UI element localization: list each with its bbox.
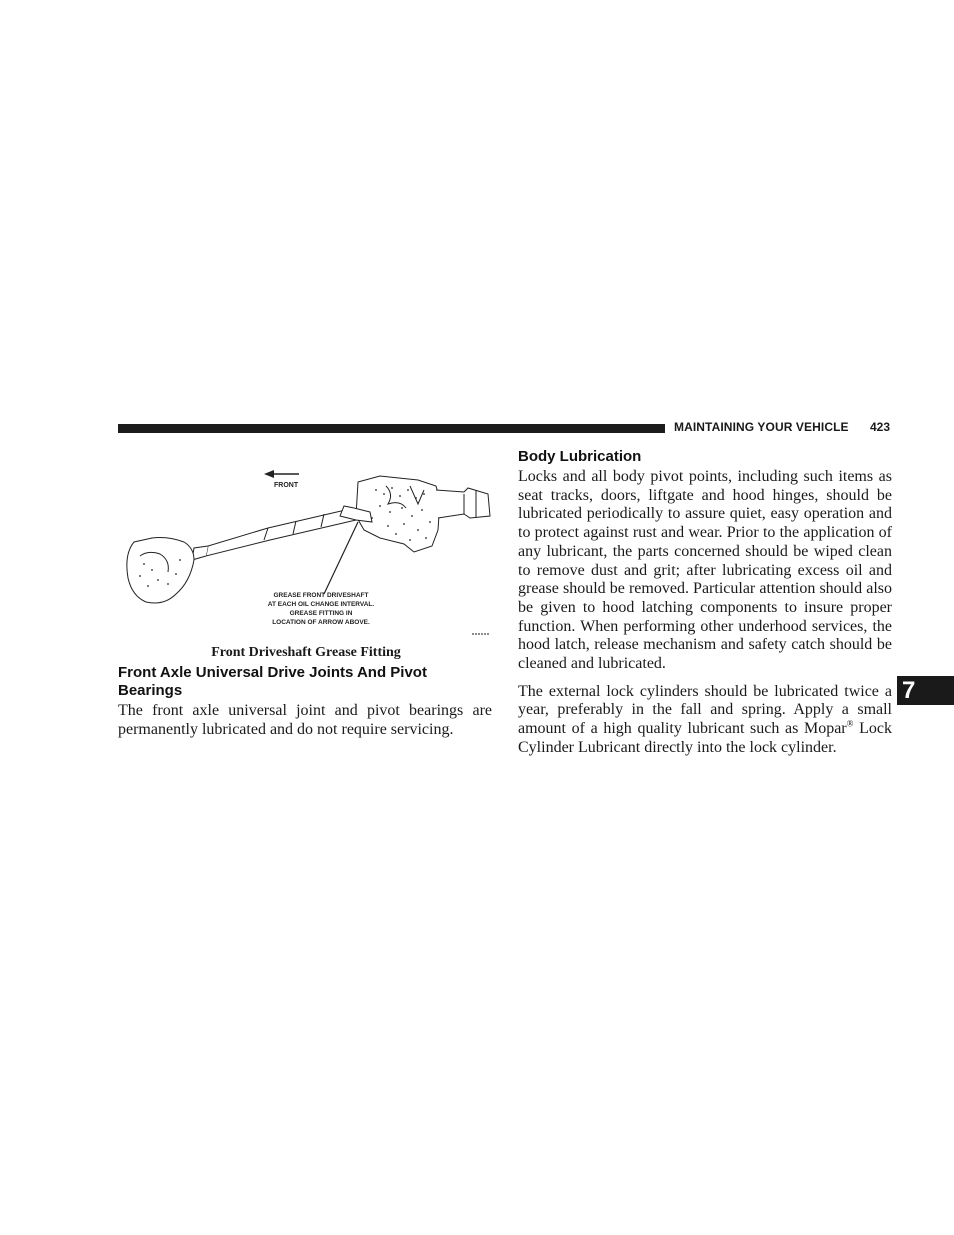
- transfer-case-drawing: [356, 476, 490, 552]
- paragraph-2-text-a: The external lock cylinders should be lubricated twice a year, preferably in the fall and spring. Apply a small amount of a high quality lubricant such as Mopar: [518, 682, 892, 738]
- front-axle-section: [118, 664, 492, 739]
- callout-text: [268, 592, 375, 626]
- driveshaft-drawing: [192, 506, 372, 560]
- page-number: 423: [870, 420, 891, 434]
- front-label: FRONT: [274, 482, 299, 489]
- registered-mark: ®: [846, 718, 854, 729]
- body-lubrication-paragraph-1: Locks and all body pivot points, including such items as seat tracks, doors, liftgate and hood hinges, should be lubricated periodically to assure quiet, easy operation and to protect against rust and wear. Prior to the application of any lubricant, the parts concerned should be wiped clean to remove dust and grit; after lubricating excess oil and grease should be removed. Particular attention should also be given to hood latching components to insure proper function. When performing other underhood services, the hood latch, release mechanism and safety catch should be cleaned and lubricated.: [518, 468, 892, 673]
- figure-caption: Front Driveshaft Grease Fitting: [211, 645, 401, 660]
- front-axle-heading: Front Axle Universal Drive Joints And Pivot Bearings: [118, 664, 427, 699]
- body-lubrication-paragraph-2: [518, 683, 892, 758]
- body-lubrication-heading: Body Lubrication: [518, 448, 642, 465]
- chapter-number: 7: [902, 677, 916, 704]
- callout-leader-line: [324, 522, 358, 594]
- section-title: MAINTAINING YOUR VEHICLE: [674, 420, 849, 434]
- front-arrow-icon: [264, 470, 299, 478]
- body-lubrication-section: [518, 448, 892, 758]
- callout-line-1: GREASE FRONT DRIVESHAFT: [273, 592, 369, 599]
- header-rule: [118, 424, 665, 433]
- callout-line-3: GREASE FITTING IN: [289, 610, 353, 617]
- driveshaft-illustration: [118, 460, 494, 640]
- front-axle-drawing: [127, 538, 194, 604]
- front-axle-body: The front axle universal joint and pivot bearings are permanently lubricated and do not require servicing.: [118, 702, 492, 738]
- chapter-tab: [897, 676, 954, 705]
- callout-line-4: LOCATION OF ARROW ABOVE.: [272, 619, 370, 626]
- paragraph-2-text-b: Lock Cylinder Lubricant directly into the lock cylinder.: [518, 720, 893, 756]
- callout-line-2: AT EACH OIL CHANGE INTERVAL.: [267, 601, 375, 608]
